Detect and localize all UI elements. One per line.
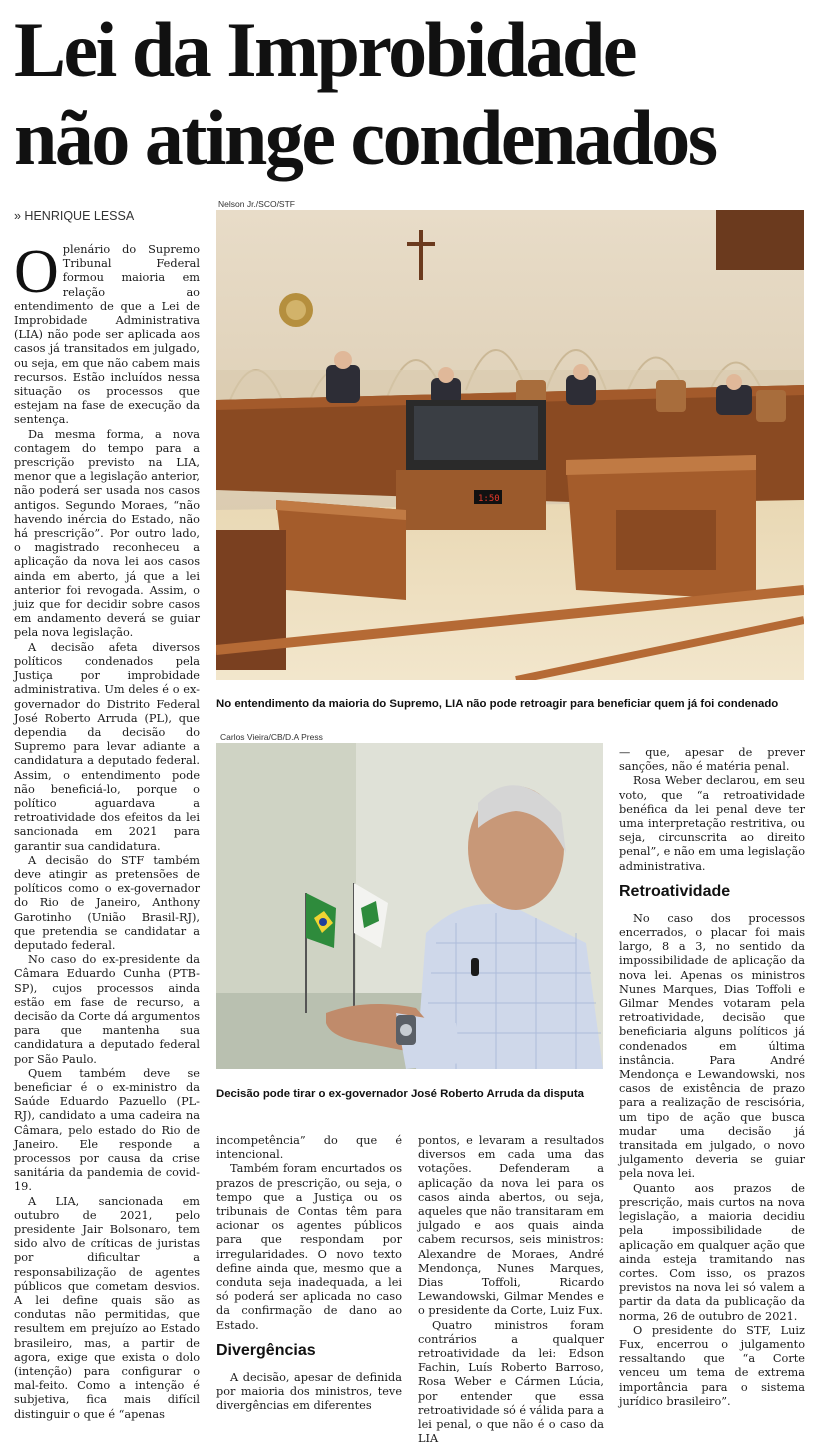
column-4 <box>619 746 805 1409</box>
byline: » HENRIQUE LESSA <box>14 209 135 223</box>
col1-paragraph-2: Da mesma forma, a nova contagem do tempo para a prescrição previsto na LIA, menor que a legislação anterior, não poderá ser usada nos casos antigos. Segundo Moraes, “não havendo inércia do Estado, não há prescrição”. Por outro lado, o magistrado reconheceu a aplicação da nova lei aos casos ainda em aberto, já que a lei anterior foi revogada. Assim, o juiz que for decidir sobre casos em andamento deverá se guiar pela nova legislação. <box>14 427 200 640</box>
courtroom-photo <box>216 210 804 680</box>
col1-paragraph-7: A LIA, sancionada em outubro de 2021, pelo presidente Jair Bolsonaro, tem sido alvo de críticas de juristas por dificultar a responsabilização de agentes públicos que cometam desvios. A lei define quais são as condutas não permitidas, que resultem em prejuízo ao Estado brasileiro, mas, a partir de agora, exige que exista o dolo (intenção) para configurar o mal-feito. Como a intenção é subjetiva, fica mais difícil distinguir o que é “apenas <box>14 1194 200 1421</box>
col1-paragraph-3: A decisão afeta diversos políticos condenados pela Justiça por improbidade administrativa. Um deles é o ex-governador do Distrito Federal José Roberto Arruda (PL), que dependia da decisão do Supremo para levar adiante a candidatura a deputado federal. Assim, o entendimento pode não beneficiá-lo, porque o político aguardava a retroatividade dos efeitos da lei sancionada em 2021 para garantir sua candidatura. <box>14 640 200 853</box>
photo2-credit: Carlos Vieira/CB/D.A Press <box>220 732 323 742</box>
col1-p1-text: plenário do Supremo Tribunal Federal formou maioria em relação ao entendimento de que a Lei de Improbidade Administrativa (LIA) não pode ser aplicada aos casos já transitados em julgado, ou seja, em que não cabem mais recursos. Estão incluídos nessa situação os processos que estejam na fase de execução da sentença. <box>14 243 200 427</box>
portrait-illustration <box>216 743 603 1069</box>
headline <box>14 6 814 182</box>
dropcap: O <box>14 238 59 306</box>
col2-paragraph-3: A decisão, apesar de definida por maioria dos ministros, teve divergências em diferentes <box>216 1370 402 1413</box>
col1-paragraph-6: Quem também deve se beneficiar é o ex-ministro da Saúde Eduardo Pazuello (PL-RJ), candidato a uma cadeira na Câmara, pelo estado do Rio de Janeiro. Ele responde a processos por causa da crise sanitária da pandemia de covid-19. <box>14 1066 200 1194</box>
col4-paragraph-3: No caso dos processos encerrados, o placar foi mais largo, 8 a 3, no sentido da impossibilidade de aplicação da nova lei. Apenas os ministros Nunes Marques, Dias Toffoli e Gilmar Mendes votaram pela retroatividade, decisão que beneficiaria alguns políticos já condenados em última instância. Para André Mendonça e Lewandowski, nos casos de existência de prazo para a realização de rescisória, um tipo de ação que busca mudar uma decisão já transitada em julgado, o novo julgamento deveria se guiar pela nova lei. <box>619 911 805 1181</box>
lapel-mic-icon <box>471 958 479 976</box>
subhead-retroatividade: Retroatividade <box>619 882 731 900</box>
courtroom-illustration <box>216 210 804 680</box>
photo1-credit: Nelson Jr./SCO/STF <box>218 199 295 209</box>
timer-display: 1:50 <box>478 494 500 504</box>
col4-paragraph-5: O presidente do STF, Luiz Fux, encerrou o julgamento ressaltando que “a Corte venceu um tema de extrema importância para o sistema jurídico brasileiro”. <box>619 1323 805 1408</box>
col1-paragraph-1 <box>14 238 200 428</box>
column-2 <box>216 1134 402 1413</box>
photo1-caption: No entendimento da maioria do Supremo, LIA não pode retroagir para beneficiar quem já foi condenado <box>216 698 779 710</box>
subhead-divergencias: Divergências <box>216 1341 316 1359</box>
col2-paragraph-1: incompetência” do que é intencional. <box>216 1134 402 1162</box>
col3-paragraph-1: pontos, e levaram a resultados diversos em cada uma das votações. Defenderam a aplicação da nova lei para os casos ainda abertos, ou seja, aqueles que não transitaram em julgado e aos quais ainda cabem recursos, seis ministros: Alexandre de Moraes, André Mendonça, Nunes Marques, Dias Toffoli, Ricardo Lewandowski, Gilmar Mendes e o presidente da Corte, Luiz Fux. <box>418 1134 604 1318</box>
headline-line-1: Lei da Improbidade <box>14 6 636 93</box>
col1-paragraph-4: A decisão do STF também deve atingir as pretensões de políticos como o ex-governador do Rio de Janeiro, Anthony Garotinho (União Brasil-RJ), que pretendia se candidatar a deputado federal. <box>14 853 200 952</box>
headline-line-2: não atinge condenados <box>14 94 716 181</box>
column-3 <box>418 1134 604 1446</box>
portrait-photo <box>216 743 603 1069</box>
col4-paragraph-2: Rosa Weber declarou, em seu voto, que “a retroatividade benéfica da lei penal deve ter uma interpretação restritiva, ou seja, circunscrita ao direito penal”, e não em uma legislação administrativa. <box>619 774 805 873</box>
column-1 <box>14 238 201 1422</box>
col4-paragraph-1: — que, apesar de prever sanções, não é matéria penal. <box>619 746 805 774</box>
col2-paragraph-2: Também foram encurtados os prazos de prescrição, ou seja, o tempo que a Justiça ou os tribunais de Contas têm para acionar os agentes públicos para que respondam por irregularidades. O novo texto define ainda que, mesmo que a conduta seja inadequada, a lei só poderá ser aplicada no caso da confirmação de dano ao Estado. <box>216 1162 402 1332</box>
crucifix-icon <box>419 230 423 280</box>
col4-paragraph-4: Quanto aos prazos de prescrição, mais curtos na nova legislação, a maioria decidiu pela impossibilidade de aplicação em qualquer ação que ainda esteja tramitando nas cortes. Com isso, os prazos previstos na nova lei só valem a partir da data da publicação da norma, 26 de outubro de 2021. <box>619 1181 805 1323</box>
col1-paragraph-5: No caso do ex-presidente da Câmara Eduardo Cunha (PTB-SP), cujos processos ainda estão em fase de recurso, a decisão da Corte dá argumentos para que mantenha sua candidatura a deputado federal por São Paulo. <box>14 953 201 1066</box>
photo2-caption: Decisão pode tirar o ex-governador José Roberto Arruda da disputa <box>216 1088 584 1100</box>
col3-paragraph-2: Quatro ministros foram contrários a qualquer retroatividade da lei: Edson Fachin, Luís Roberto Barroso, Rosa Weber e Cármen Lúcia, por entender que essa retroatividade só é válida para a lei penal, o que não é o caso da LIA <box>418 1318 604 1446</box>
